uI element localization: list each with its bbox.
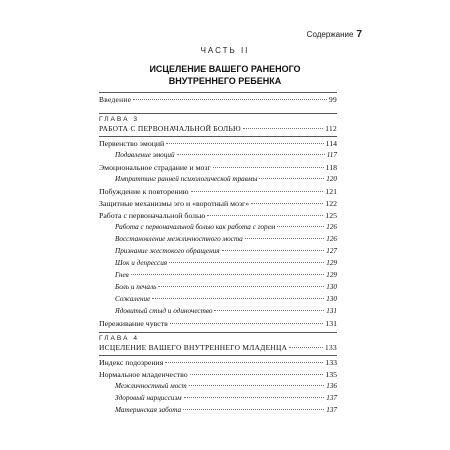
toc-entry-label: Шок и депрессия: [115, 259, 168, 267]
toc-entry-label: Переживание чувств: [99, 319, 168, 328]
toc-entry-label: Боль и печаль: [115, 283, 157, 291]
leader-dots: [183, 409, 324, 410]
toc-entry-page: 121: [325, 187, 337, 196]
leader-dots: [184, 397, 325, 398]
chapter-4-entries: [99, 0, 337, 450]
toc-subentry[interactable]: [115, 406, 337, 418]
toc-entry[interactable]: [99, 358, 337, 370]
toc-entry-page: 126: [326, 235, 337, 243]
toc-entry-page: 112: [325, 124, 337, 133]
toc-entry-page: 131: [325, 319, 337, 328]
toc-entry-label: Работа с первоначальной болью: [99, 211, 206, 220]
toc-entry-page: 136: [326, 382, 337, 390]
toc-subentry[interactable]: [115, 382, 337, 394]
toc-entry-label: Имприттинг ранней психологической травмы: [115, 175, 258, 183]
toc-entry-label: Первенство эмоций: [99, 139, 165, 148]
toc-entry-page: 137: [326, 406, 337, 414]
toc-entry-page: 125: [325, 211, 337, 220]
leader-dots: [190, 374, 324, 375]
toc-entry-label: Гнев: [115, 271, 129, 279]
chapter-label: ГЛАВА 4: [99, 335, 140, 342]
toc-entry-label: Нормальное младенчество: [99, 370, 188, 379]
toc-entry-label: Защитные механизмы эго и «воротный мозг»: [99, 199, 250, 208]
toc-entry-label: ИСЦЕЛЕНИЕ ВАШЕГО ВНУТРЕННЕГО МЛАДЕНЦА: [99, 343, 288, 352]
toc-entry[interactable]: [99, 370, 337, 382]
toc-entry-page: 122: [325, 199, 337, 208]
toc-entry-label: Введение: [99, 95, 132, 104]
toc-entry-page: 133: [325, 358, 337, 367]
toc-entry-page: 133: [325, 343, 337, 352]
toc-entry-label: Сожаление: [115, 295, 151, 303]
toc-entry-page: 130: [326, 283, 337, 291]
toc-entry-label: Побуждение к повторению: [99, 187, 189, 196]
toc-entry-label: Восстановление межличностного моста: [115, 235, 243, 243]
toc-entry-label: Работа с первоначальной болью как работа с горем: [115, 223, 276, 231]
toc-entry-label: Ядовитый стыд и одиночество: [115, 307, 213, 315]
toc-entry-label: Подавление эмоций: [115, 151, 175, 159]
toc-entry-page: 127: [326, 247, 337, 255]
part-title-line-1: ИСЦЕЛЕНИЕ ВАШЕГО РАНЕНОГО: [149, 64, 301, 74]
toc-entry-page: 130: [326, 295, 337, 303]
toc-entry-page: 120: [326, 175, 337, 183]
leader-dots: [189, 385, 325, 386]
toc-entry-label: Материнская забота: [115, 406, 182, 414]
running-head-text: Содержание: [306, 30, 354, 39]
toc-entry-label: Здоровый нарциссизм: [115, 394, 182, 402]
toc-entry-page: 135: [325, 370, 337, 379]
toc-entry-label: Признание жестокого обращения: [115, 247, 220, 255]
toc-entry-label: Индекс подозрения: [99, 358, 164, 367]
toc-entry-page: 99: [329, 95, 337, 104]
toc-subentry[interactable]: [115, 394, 337, 406]
toc-entry-page: 131: [326, 307, 337, 315]
toc-entry-page: 126: [326, 223, 337, 231]
toc-entry-page: 118: [325, 163, 337, 172]
toc-entry-label: РАБОТА С ПЕРВОНАЧАЛЬНОЙ БОЛЬЮ: [99, 124, 241, 133]
toc-entry-label: Межличностный мост: [115, 382, 187, 390]
leader-dots: [165, 362, 323, 363]
page-number: 7: [356, 29, 362, 40]
toc-entry-label: Эмоциональное страдание и мозг: [99, 163, 211, 172]
chapter-label: ГЛАВА 3: [99, 116, 140, 123]
toc-entry-page: 117: [326, 151, 337, 159]
toc-entry-page: 114: [325, 139, 337, 148]
toc-entry-page: 129: [326, 259, 337, 267]
toc-entry-page: 137: [326, 394, 337, 402]
part-label: ЧАСТЬ II: [200, 46, 250, 55]
part-title-line-2: ВНУТРЕННЕГО РЕБЕНКА: [168, 76, 282, 86]
toc-entry-page: 129: [326, 271, 337, 279]
